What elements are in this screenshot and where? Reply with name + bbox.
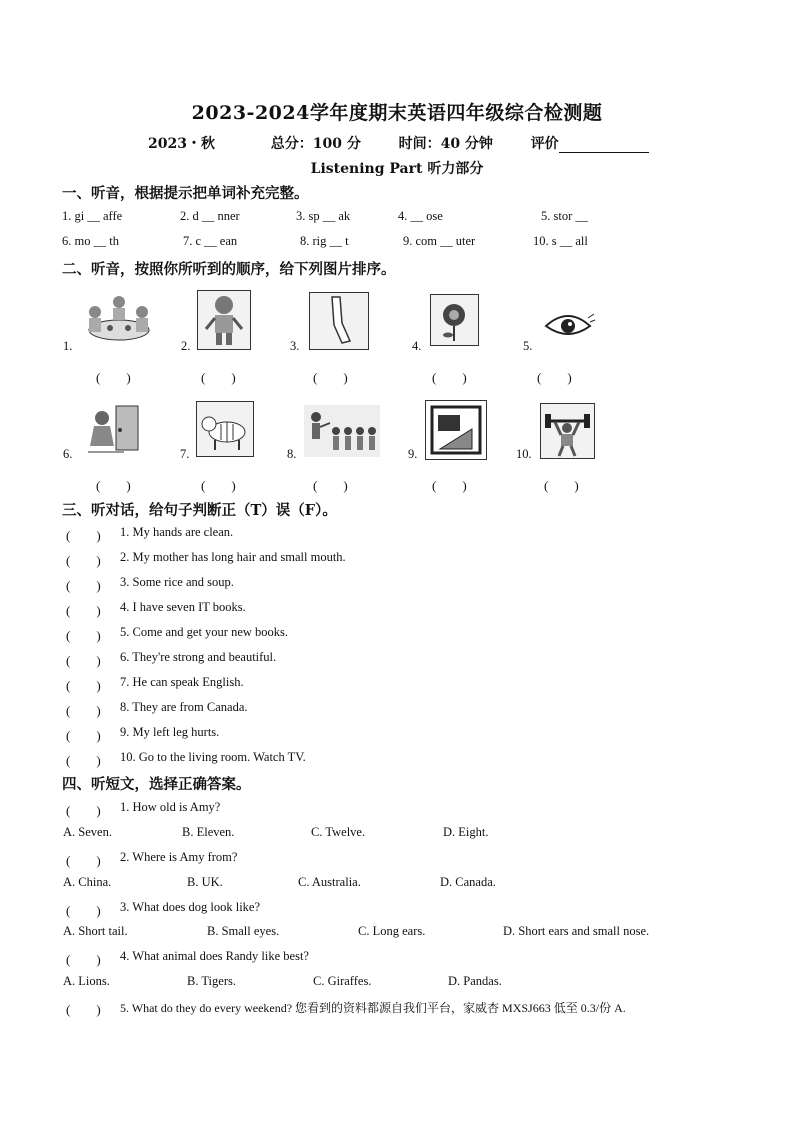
- question-text: 3. What does dog look like?: [120, 900, 261, 914]
- option: D. Short ears and small nose.: [503, 924, 650, 938]
- answer-paren[interactable]: ( ): [66, 603, 101, 618]
- weightlifter-picture: [540, 403, 595, 459]
- option: B. Small eyes.: [207, 924, 280, 938]
- answer-paren[interactable]: ( ): [66, 578, 101, 593]
- answer-paren[interactable]: ( ): [66, 528, 101, 543]
- family-dinner-picture: [80, 292, 158, 352]
- exam-meta: [148, 133, 649, 153]
- page-title: 2023-2024学年度期末英语四年级综合检测题: [191, 102, 603, 124]
- picture-frame-picture: [425, 400, 487, 460]
- answer-paren[interactable]: ( ): [66, 952, 101, 967]
- section3-heading: 三、听对话，给句子判断正（T）误（F）。: [62, 502, 337, 519]
- answer-paren[interactable]: ( ): [66, 903, 101, 918]
- statement-text: 4. I have seven IT books.: [120, 600, 246, 614]
- option: C. Twelve.: [311, 825, 366, 839]
- statement-text: 9. My left leg hurts.: [120, 725, 220, 739]
- picture-number: 9.: [408, 447, 418, 461]
- picture-number: 5.: [523, 339, 533, 353]
- statement-text: 5. Come and get your new books.: [120, 625, 289, 639]
- answer-paren[interactable]: ( ): [537, 370, 572, 385]
- arm-picture: [309, 292, 369, 350]
- word-item: 6. mo __ th: [62, 234, 119, 248]
- word-item: 9. com __ uter: [403, 234, 476, 248]
- section4-heading: 四、听短文，选择正确答案。: [62, 776, 251, 793]
- answer-paren[interactable]: ( ): [66, 1002, 101, 1017]
- statement-text: 6. They're strong and beautiful.: [120, 650, 277, 664]
- answer-paren[interactable]: ( ): [313, 478, 348, 493]
- statement-text: 1. My hands are clean.: [120, 525, 234, 539]
- answer-paren[interactable]: ( ): [66, 703, 101, 718]
- section1-heading: 一、听音，根据提示把单词补充完整。: [62, 185, 309, 202]
- question-text: 4. What animal does Randy like best?: [120, 949, 309, 963]
- answer-paren[interactable]: ( ): [66, 728, 101, 743]
- option: D. Eight.: [443, 825, 489, 839]
- option: B. Tigers.: [187, 974, 236, 988]
- picture-number: 4.: [412, 339, 422, 353]
- answer-paren[interactable]: ( ): [201, 478, 236, 493]
- question-text: 5. What do they do every weekend? 您看到的资料都源自我们平台，家威杏 MXSJ663 低至 0.3/份 A.: [120, 1001, 626, 1015]
- answer-paren[interactable]: ( ): [96, 478, 131, 493]
- statement-text: 7. He can speak English.: [120, 675, 244, 689]
- picture-number: 3.: [290, 339, 300, 353]
- picture-number: 1.: [63, 339, 73, 353]
- option: A. China.: [63, 875, 112, 889]
- score-label: 总分：100 分: [270, 136, 361, 152]
- option: C. Long ears.: [358, 924, 426, 938]
- option: A. Seven.: [63, 825, 112, 839]
- word-item: 7. c __ ean: [183, 234, 238, 248]
- teacher-students-picture: [304, 405, 380, 461]
- term-label: 2023・秋: [148, 136, 215, 152]
- word-item: 4. __ ose: [398, 209, 443, 223]
- answer-paren[interactable]: ( ): [66, 853, 101, 868]
- answer-paren[interactable]: ( ): [66, 628, 101, 643]
- answer-paren[interactable]: ( ): [432, 478, 467, 493]
- rating-label: 评价: [530, 136, 559, 152]
- option: A. Short tail.: [63, 924, 128, 938]
- picture-number: 2.: [181, 339, 191, 353]
- flower-picture: [430, 294, 479, 346]
- girl-door-picture: [84, 402, 146, 460]
- picture-number: 6.: [63, 447, 73, 461]
- word-item: 1. gi __ affe: [62, 209, 123, 223]
- answer-paren[interactable]: ( ): [66, 553, 101, 568]
- word-item: 8. rig __ t: [300, 234, 349, 248]
- answer-paren[interactable]: ( ): [66, 653, 101, 668]
- word-item: 3. sp __ ak: [296, 209, 351, 223]
- option: C. Australia.: [298, 875, 361, 889]
- time-label: 时间：40 分钟: [398, 136, 493, 152]
- answer-paren[interactable]: ( ): [432, 370, 467, 385]
- statement-text: 3. Some rice and soup.: [120, 575, 234, 589]
- picture-number: 8.: [287, 447, 297, 461]
- question-text: 1. How old is Amy?: [120, 800, 221, 814]
- answer-paren[interactable]: ( ): [201, 370, 236, 385]
- answer-paren[interactable]: ( ): [544, 478, 579, 493]
- answer-paren[interactable]: ( ): [66, 753, 101, 768]
- option: D. Pandas.: [448, 974, 502, 988]
- listening-subtitle: Listening Part 听力部分: [310, 161, 484, 177]
- tiger-picture: [196, 401, 254, 457]
- rating-blank[interactable]: [559, 140, 649, 153]
- option: D. Canada.: [440, 875, 496, 889]
- option: C. Giraffes.: [313, 974, 372, 988]
- answer-paren[interactable]: ( ): [96, 370, 131, 385]
- statement-text: 8. They are from Canada.: [120, 700, 248, 714]
- section2-heading: 二、听音，按照你所听到的顺序，给下列图片排序。: [62, 261, 396, 278]
- word-item: 2. d __ nner: [180, 209, 240, 223]
- option: B. Eleven.: [182, 825, 235, 839]
- answer-paren[interactable]: ( ): [66, 678, 101, 693]
- eye-picture: [544, 308, 596, 348]
- picture-number: 7.: [180, 447, 190, 461]
- question-text: 2. Where is Amy from?: [120, 850, 238, 864]
- boy-picture: [197, 290, 251, 350]
- statement-text: 2. My mother has long hair and small mouth.: [120, 550, 346, 564]
- option: A. Lions.: [63, 974, 110, 988]
- picture-number: 10.: [516, 447, 532, 461]
- answer-paren[interactable]: ( ): [66, 803, 101, 818]
- word-item: 10. s __ all: [533, 234, 588, 248]
- answer-paren[interactable]: ( ): [313, 370, 348, 385]
- option: B. UK.: [187, 875, 223, 889]
- word-item: 5. stor __: [541, 209, 588, 223]
- statement-text: 10. Go to the living room. Watch TV.: [120, 750, 306, 764]
